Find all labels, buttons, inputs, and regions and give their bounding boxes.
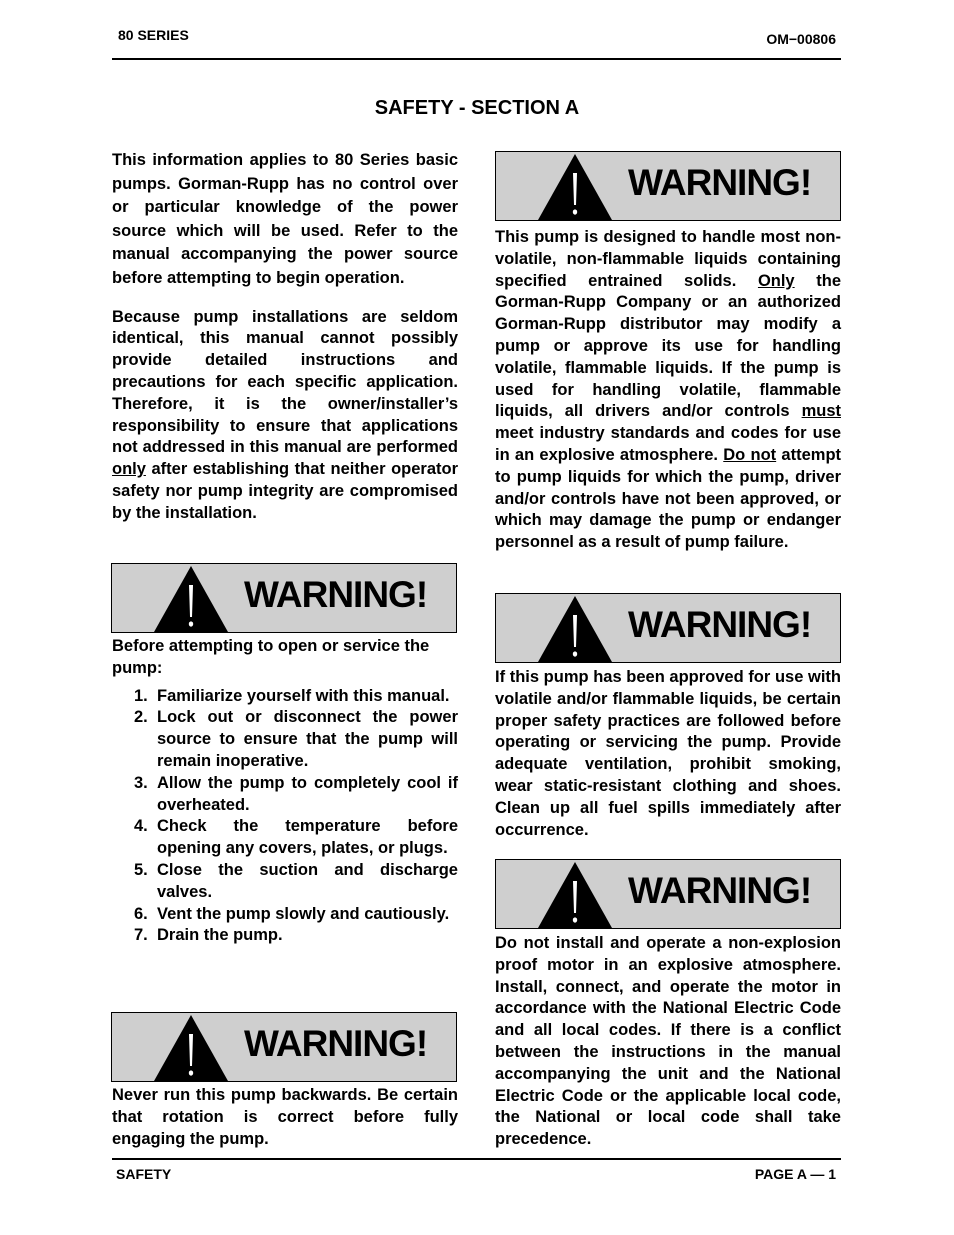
step-number: 6.: [134, 904, 148, 923]
header-series: 80 SERIES: [118, 27, 189, 43]
warning-label: WARNING!: [628, 604, 812, 645]
exclamation-triangle-icon: [536, 594, 614, 664]
warning-box-safety-practices: [495, 593, 841, 663]
rotation-warning-text: [112, 1085, 458, 1150]
warning-box-flammable: [495, 151, 841, 221]
flammable-text-c: meet industry standards and codes for use in an explosive atmosphere.: [495, 424, 841, 464]
service-steps-list: [112, 686, 458, 948]
installation-paragraph: [112, 307, 458, 525]
list-item: [112, 773, 458, 817]
flammable-text-d: attempt to pump liquids for which the pump, driver and/or controls have not been approved, or which may damage the pump or endanger personnel as a result of pump failure.: [495, 445, 842, 552]
flammable-text-a: This pump is designed to handle most non-volatile, non-flammable liquids containing specified entrained solids.: [495, 228, 841, 290]
safety-practices-text: [495, 667, 841, 841]
exclamation-triangle-icon: [536, 860, 614, 930]
installation-text-a: Because pump installations are seldom identical, this manual cannot possibly provide detailed instructions and precautions for each specific application. Therefore, it is the owner/installer’s responsibility to ensure that applications not addressed in this manual are performed: [112, 307, 458, 457]
step-text: Familiarize yourself with this manual.: [157, 686, 450, 705]
installation-text-underlined: only: [112, 460, 146, 479]
list-item: [112, 860, 458, 904]
rotation-warning-paragraph: Never run this pump backwards. Be certain that rotation is correct before fully engaging the pump.: [112, 1086, 458, 1148]
step-text: Drain the pump.: [157, 926, 283, 945]
installation-text-b: after establishing that neither operator safety nor pump integrity are compromised by the installation.: [112, 460, 458, 522]
intro-paragraph: This information applies to 80 Series basic pumps. Gorman-Rupp has no control over or particular knowledge of the power source which will be used. Refer to the manual accompanying the power source before attempting to begin operation.: [112, 151, 458, 287]
explosion-proof-text: [495, 933, 841, 1151]
warning-box-explosion-proof: [495, 859, 841, 929]
step-text: Allow the pump to completely cool if overheated.: [157, 773, 458, 814]
list-item: [112, 686, 458, 708]
step-text: Vent the pump slowly and cautiously.: [157, 904, 450, 923]
exclamation-triangle-icon: [152, 1013, 230, 1083]
flammable-text-b: the Gorman-Rupp Company or an authorized Gorman-Rupp distributor may modify a pump or approve its use for handling volatile, flammable liquids. If the pump is used for handling volatile, flammable liquids, all drivers and/or controls: [495, 271, 841, 421]
step-text: Lock out or disconnect the power source to ensure that the pump will remain inoperative.: [157, 708, 458, 770]
footer-page-number: PAGE A — 1: [754, 1166, 836, 1182]
flammable-warning-text: [495, 227, 841, 554]
service-intro: Before attempting to open or service the pump:: [112, 637, 430, 677]
warning-box-rotation: [111, 1012, 457, 1082]
warning-label: WARNING!: [244, 574, 428, 615]
exclamation-triangle-icon: [536, 152, 614, 222]
warning-box-service: [111, 563, 457, 633]
left-column: [112, 149, 458, 525]
service-instructions: [112, 636, 458, 947]
step-number: 2.: [134, 708, 148, 727]
step-text: Check the temperature before opening any covers, plates, or plugs.: [157, 817, 458, 858]
step-number: 1.: [134, 686, 148, 705]
safety-practices-paragraph: If this pump has been approved for use with volatile and/or flammable liquids, be certain proper safety practices are followed before operating or servicing the pump. Provide adequate ventilation, prohibit smoking, wear static-resistant clothing and shoes. Clean up all fuel spills immediately after occurrence.: [495, 668, 841, 839]
warning-label: WARNING!: [244, 1023, 428, 1064]
section-title: SAFETY - SECTION A: [374, 97, 580, 119]
step-number: 5.: [134, 860, 148, 879]
list-item: [112, 707, 458, 772]
flammable-text-underlined-must: must: [801, 402, 841, 421]
step-text: Close the suction and discharge valves.: [157, 860, 458, 901]
list-item: [112, 904, 458, 926]
footer-divider: [112, 1158, 841, 1160]
flammable-text-underlined-only: Only: [757, 271, 795, 290]
explosion-proof-paragraph: Do not install and operate a non-explosion proof motor in an explosive atmosphere. Install, connect, and operate the motor in accordance with the National Electric Code and all local codes. If there is a conflict between the instructions in the manual accompanying the unit and the National Electric Code or the applicable local code, the National or local code shall take precedence.: [495, 934, 841, 1149]
header-document-number: OM−00806: [766, 31, 836, 47]
flammable-text-underlined-do-not: Do not: [723, 445, 777, 464]
warning-label: WARNING!: [628, 870, 812, 911]
footer-section-name: SAFETY: [116, 1166, 172, 1182]
list-item: [112, 816, 458, 860]
header-divider: [112, 58, 841, 60]
step-number: 3.: [134, 773, 148, 792]
step-number: 4.: [134, 817, 148, 836]
exclamation-triangle-icon: [152, 564, 230, 634]
warning-label: WARNING!: [628, 162, 812, 203]
flammable-warning-paragraph: [495, 227, 841, 554]
list-item: [112, 925, 458, 947]
step-number: 7.: [134, 926, 148, 945]
